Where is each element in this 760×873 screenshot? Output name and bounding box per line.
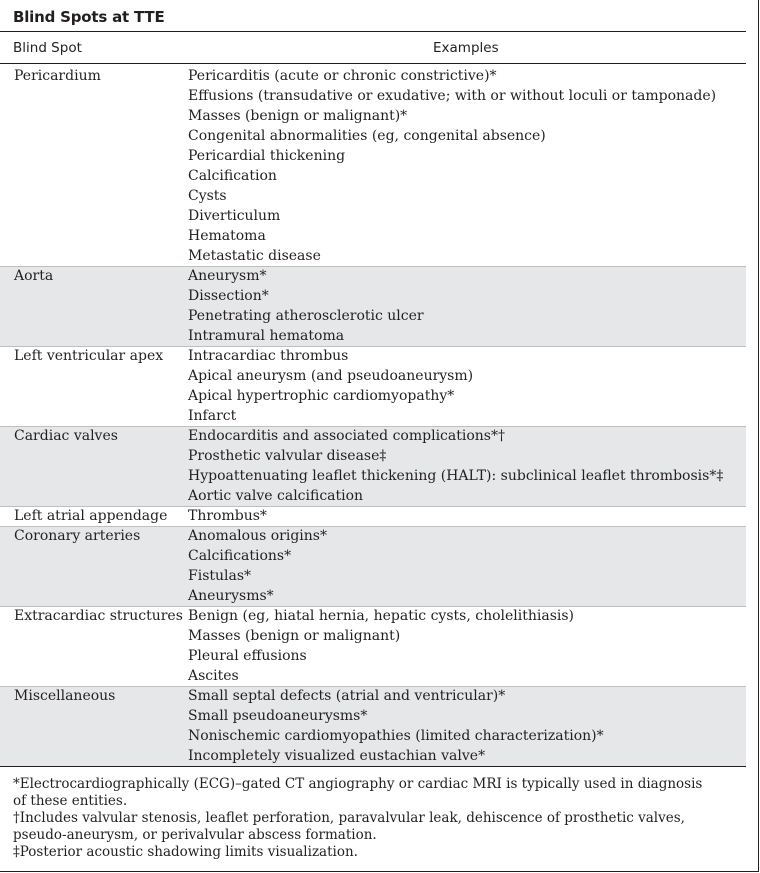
example-item: Small septal defects (atrial and ventricular)* — [188, 688, 506, 704]
title-rule — [0, 31, 746, 32]
example-item: Pleural effusions — [188, 648, 307, 664]
row-group — [0, 66, 746, 266]
footnote-dagger: †Includes valvular stenosis, leaflet perforation, paravalvular leak, dehiscence of prosthetic valves, pseudo-aneurysm, or perivalvular abscess formation. — [13, 810, 685, 843]
blind-spot-name: Aorta — [14, 268, 54, 284]
example-item: Prosthetic valvular disease‡ — [188, 448, 387, 464]
example-item: Congenital abnormalities (eg, congenital absence) — [188, 128, 546, 144]
example-item: Intracardiac thrombus — [188, 348, 349, 364]
row-group — [0, 606, 746, 686]
example-item: Apical hypertrophic cardiomyopathy* — [188, 388, 455, 404]
blind-spot-name: Cardiac valves — [14, 428, 118, 444]
example-item: Aneurysm* — [188, 268, 267, 284]
footnote-asterisk: *Electrocardiographically (ECG)–gated CT angiography or cardiac MRI is typically used in diagnosis of these entities. — [13, 776, 703, 809]
group-separator — [0, 426, 746, 427]
group-separator — [0, 686, 746, 687]
example-item: Hypoattenuating leaflet thickening (HALT): subclinical leaflet thrombosis*‡ — [188, 468, 724, 484]
example-item: Effusions (transudative or exudative; with or without loculi or tamponade) — [188, 88, 717, 104]
blind-spot-name: Coronary arteries — [14, 528, 141, 544]
example-item: Calcification — [188, 168, 277, 184]
example-item: Fistulas* — [188, 568, 252, 584]
header-rule — [0, 63, 746, 64]
example-item: Infarct — [188, 408, 237, 424]
example-item: Apical aneurysm (and pseudoaneurysm) — [188, 368, 474, 384]
example-item: Aneurysms* — [188, 588, 274, 604]
blind-spot-name: Pericardium — [14, 68, 101, 84]
blind-spot-name: Miscellaneous — [14, 688, 116, 704]
example-item: Aortic valve calcification — [188, 488, 364, 504]
group-separator — [0, 606, 746, 607]
example-item: Small pseudoaneurysms* — [188, 708, 368, 724]
group-separator — [0, 506, 746, 507]
example-item: Incompletely visualized eustachian valve* — [188, 748, 486, 764]
group-separator — [0, 266, 746, 267]
example-item: Pericarditis (acute or chronic constrictive)* — [188, 68, 497, 84]
group-separator — [0, 526, 746, 527]
example-item: Ascites — [188, 668, 239, 684]
blind-spot-name: Left atrial appendage — [14, 508, 168, 524]
row-group — [0, 346, 746, 426]
blind-spot-name: Extracardiac structures — [14, 608, 183, 624]
row-group — [0, 686, 746, 766]
example-item: Endocarditis and associated complications*† — [188, 428, 505, 444]
group-separator — [0, 346, 746, 347]
example-item: Anomalous origins* — [188, 528, 327, 544]
example-item: Thrombus* — [188, 508, 267, 524]
table-title: Blind Spots at TTE — [13, 8, 165, 26]
example-item: Benign (eg, hiatal hernia, hepatic cysts, cholelithiasis) — [188, 608, 575, 624]
example-item: Masses (benign or malignant)* — [188, 108, 408, 124]
footnote-double-dagger: ‡Posterior acoustic shadowing limits visualization. — [13, 844, 358, 860]
row-group — [0, 526, 746, 606]
example-item: Masses (benign or malignant) — [188, 628, 401, 644]
example-item: Diverticulum — [188, 208, 281, 224]
example-item: Hematoma — [188, 228, 266, 244]
example-item: Cysts — [188, 188, 227, 204]
example-item: Nonischemic cardiomyopathies (limited characterization)* — [188, 728, 604, 744]
footnotes — [13, 776, 713, 861]
example-item: Intramural hematoma — [188, 328, 345, 344]
blind-spot-name: Left ventricular apex — [14, 348, 164, 364]
footer-rule — [0, 766, 746, 767]
example-item: Pericardial thickening — [188, 148, 346, 164]
header-examples: Examples — [433, 40, 499, 56]
example-item: Dissection* — [188, 288, 269, 304]
header-blind-spot: Blind Spot — [13, 40, 82, 56]
row-group — [0, 506, 746, 526]
example-item: Calcifications* — [188, 548, 292, 564]
row-group — [0, 266, 746, 346]
row-group — [0, 426, 746, 506]
example-item: Metastatic disease — [188, 248, 321, 264]
example-item: Penetrating atherosclerotic ulcer — [188, 308, 424, 324]
